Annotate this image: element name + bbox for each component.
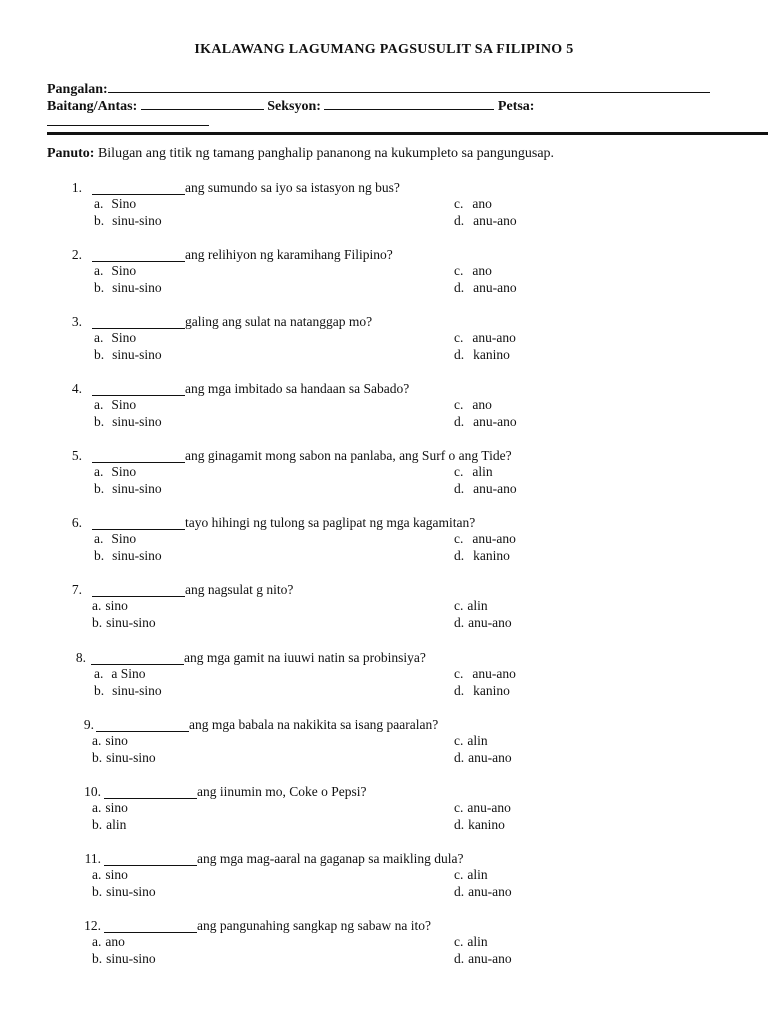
choice-text: a Sino xyxy=(111,666,146,681)
question-item xyxy=(0,381,768,441)
answer-blank[interactable] xyxy=(104,851,197,866)
choice-letter: b. xyxy=(92,817,103,832)
choice-option[interactable] xyxy=(454,934,488,950)
question-number: 11. xyxy=(84,851,101,866)
choice-text: sinu-sino xyxy=(112,213,162,228)
answer-blank[interactable] xyxy=(92,314,185,329)
answer-blank[interactable] xyxy=(92,381,185,396)
question-item xyxy=(0,180,768,240)
choice-letter: d. xyxy=(454,884,465,899)
choice-option[interactable] xyxy=(92,615,156,631)
choice-text: alin xyxy=(467,598,488,613)
choice-letter: d. xyxy=(454,213,465,228)
choice-text: Sino xyxy=(111,397,137,412)
choice-option[interactable] xyxy=(454,330,516,346)
choice-option[interactable] xyxy=(454,196,492,212)
choice-text: ano xyxy=(472,397,492,412)
choice-letter: a. xyxy=(92,867,102,882)
choice-option[interactable] xyxy=(92,867,128,883)
choice-letter: b. xyxy=(94,280,105,295)
choice-option[interactable] xyxy=(454,347,510,363)
grade-label: Baitang/Antas: xyxy=(47,99,138,114)
instructions-text: Bilugan ang titik ng tamang panghalip pananong na kukumpleto sa pangungusap. xyxy=(97,146,555,161)
choice-letter: d. xyxy=(454,615,465,630)
choice-text: anu-ano xyxy=(468,951,512,966)
choice-letter: d. xyxy=(454,280,465,295)
choice-text: ano xyxy=(105,934,125,949)
choice-option[interactable] xyxy=(94,263,136,279)
choice-option[interactable] xyxy=(92,800,128,816)
choice-letter: d. xyxy=(454,951,465,966)
question-text: galing ang sulat na natanggap mo? xyxy=(185,314,373,329)
choice-text: kanino xyxy=(473,548,510,563)
choice-text: anu-ano xyxy=(468,615,512,630)
choice-text: Sino xyxy=(111,464,137,479)
choice-letter: b. xyxy=(94,548,105,563)
choice-letter: c. xyxy=(454,531,464,546)
choice-letter: d. xyxy=(454,414,465,429)
choice-letter: d. xyxy=(454,750,465,765)
grade-blank[interactable] xyxy=(141,96,264,110)
choice-letter: c. xyxy=(454,598,464,613)
choice-letter: b. xyxy=(94,414,105,429)
choice-text: anu-ano xyxy=(468,750,512,765)
choice-text: sino xyxy=(105,867,128,882)
answer-blank[interactable] xyxy=(91,650,184,665)
question-item xyxy=(0,515,768,575)
choice-option[interactable] xyxy=(94,213,162,229)
choice-letter: c. xyxy=(454,464,464,479)
choice-letter: b. xyxy=(92,615,103,630)
question-item xyxy=(0,918,768,978)
question-text: ang mga mag-aaral na gaganap sa maikling dula? xyxy=(197,851,464,866)
choice-option[interactable] xyxy=(454,733,488,749)
choice-text: alin xyxy=(467,867,488,882)
choice-text: alin xyxy=(106,817,127,832)
question-item xyxy=(0,650,768,710)
choice-option[interactable] xyxy=(94,464,136,480)
choice-text: sinu-sino xyxy=(106,884,156,899)
question-number: 5. xyxy=(71,448,82,463)
choice-option[interactable] xyxy=(92,951,156,967)
answer-blank[interactable] xyxy=(104,918,197,933)
question-number: 12. xyxy=(84,918,101,933)
choice-text: anu-ano xyxy=(472,666,516,681)
choice-text: Sino xyxy=(111,263,137,278)
choice-text: alin xyxy=(467,733,488,748)
choice-text: anu-ano xyxy=(473,280,517,295)
choice-option[interactable] xyxy=(454,481,517,497)
choice-letter: a. xyxy=(92,598,102,613)
question-text: ang mga gamit na iuuwi natin sa probinsiya? xyxy=(184,650,426,665)
choice-text: anu-ano xyxy=(467,800,511,815)
question-text: ang relihiyon ng karamihang Filipino? xyxy=(185,247,393,262)
choice-option[interactable] xyxy=(454,800,511,816)
choice-letter: c. xyxy=(454,934,464,949)
question-number: 10. xyxy=(84,784,101,799)
choice-text: sinu-sino xyxy=(112,548,162,563)
choice-option[interactable] xyxy=(454,817,505,833)
choice-letter: d. xyxy=(454,347,465,362)
choice-text: sino xyxy=(105,733,128,748)
choice-text: alin xyxy=(472,464,493,479)
choice-text: anu-ano xyxy=(472,330,516,345)
question-item xyxy=(0,247,768,307)
question-text: ang ginagamit mong sabon na panlaba, ang Surf o ang Tide? xyxy=(185,448,512,463)
question-number: 7. xyxy=(71,582,82,597)
question-item xyxy=(0,851,768,911)
choice-letter: b. xyxy=(92,884,103,899)
date-blank[interactable] xyxy=(47,112,209,126)
choice-option[interactable] xyxy=(94,531,136,547)
choice-option[interactable] xyxy=(454,683,510,699)
question-number: 8. xyxy=(75,650,86,665)
choice-text: sino xyxy=(105,800,128,815)
choice-letter: a. xyxy=(94,464,104,479)
choice-text: Sino xyxy=(111,196,137,211)
choice-letter: a. xyxy=(92,934,102,949)
choice-option[interactable] xyxy=(454,213,517,229)
choice-letter: a. xyxy=(94,666,104,681)
choice-text: sinu-sino xyxy=(106,951,156,966)
section-label: Seksyon: xyxy=(267,99,321,114)
question-text: ang mga imbitado sa handaan sa Sabado? xyxy=(185,381,410,396)
name-label: Pangalan: xyxy=(47,82,108,97)
choice-option[interactable] xyxy=(94,414,162,430)
question-item xyxy=(0,784,768,844)
choice-option[interactable] xyxy=(94,280,162,296)
choice-letter: b. xyxy=(92,750,103,765)
answer-blank[interactable] xyxy=(104,784,197,799)
choice-letter: c. xyxy=(454,800,464,815)
choice-letter: b. xyxy=(94,683,105,698)
choice-option[interactable] xyxy=(92,598,128,614)
choice-option[interactable] xyxy=(454,666,516,682)
choice-text: anu-ano xyxy=(473,213,517,228)
choice-letter: a. xyxy=(94,196,104,211)
choice-text: sinu-sino xyxy=(106,615,156,630)
choice-text: sino xyxy=(105,598,128,613)
question-number: 6. xyxy=(71,515,82,530)
header-divider xyxy=(47,132,768,135)
choice-option[interactable] xyxy=(92,817,126,833)
choice-letter: d. xyxy=(454,683,465,698)
choice-text: alin xyxy=(467,934,488,949)
choice-option[interactable] xyxy=(94,330,136,346)
choice-letter: b. xyxy=(94,213,105,228)
choice-option[interactable] xyxy=(94,481,162,497)
choice-text: kanino xyxy=(473,347,510,362)
choice-option[interactable] xyxy=(92,934,125,950)
choice-option[interactable] xyxy=(94,397,136,413)
choice-option[interactable] xyxy=(94,347,162,363)
choice-text: anu-ano xyxy=(468,884,512,899)
choice-letter: c. xyxy=(454,867,464,882)
choice-option[interactable] xyxy=(94,666,146,682)
choice-option[interactable] xyxy=(454,615,512,631)
section-blank[interactable] xyxy=(324,96,494,110)
choice-letter: c. xyxy=(454,196,464,211)
choice-option[interactable] xyxy=(94,548,162,564)
question-text: ang mga babala na nakikita sa isang paaralan? xyxy=(189,717,439,732)
choice-letter: a. xyxy=(94,263,104,278)
name-blank[interactable] xyxy=(108,79,710,93)
choice-text: sinu-sino xyxy=(112,280,162,295)
answer-blank[interactable] xyxy=(92,448,185,463)
answer-blank[interactable] xyxy=(92,515,185,530)
choice-letter: a. xyxy=(92,733,102,748)
choice-text: anu-ano xyxy=(473,481,517,496)
date-field xyxy=(47,112,209,131)
choice-text: sinu-sino xyxy=(112,481,162,496)
choice-letter: c. xyxy=(454,330,464,345)
question-text: ang pangunahing sangkap ng sabaw na ito? xyxy=(197,918,431,933)
choice-letter: d. xyxy=(454,548,465,563)
choice-letter: d. xyxy=(454,817,465,832)
choice-text: Sino xyxy=(111,531,137,546)
choice-text: kanino xyxy=(473,683,510,698)
choice-option[interactable] xyxy=(454,951,512,967)
date-label: Petsa: xyxy=(497,99,535,114)
choice-text: sinu-sino xyxy=(112,414,162,429)
question-text: tayo hihingi ng tulong sa paglipat ng mga kagamitan? xyxy=(185,515,476,530)
choice-text: sinu-sino xyxy=(112,347,162,362)
question-text: ang nagsulat g nito? xyxy=(185,582,294,597)
choice-text: ano xyxy=(472,263,492,278)
answer-blank[interactable] xyxy=(96,717,189,732)
choice-letter: c. xyxy=(454,397,464,412)
choice-letter: b. xyxy=(94,347,105,362)
choice-letter: d. xyxy=(454,481,465,496)
choice-option[interactable] xyxy=(454,867,488,883)
choice-option[interactable] xyxy=(454,598,488,614)
choice-text: anu-ano xyxy=(472,531,516,546)
choice-text: ano xyxy=(472,196,492,211)
question-text: ang iinumin mo, Coke o Pepsi? xyxy=(197,784,367,799)
choice-text: Sino xyxy=(111,330,137,345)
question-number: 2. xyxy=(71,247,82,262)
choice-option[interactable] xyxy=(92,884,156,900)
choice-option[interactable] xyxy=(454,531,516,547)
choice-letter: a. xyxy=(92,800,102,815)
choice-option[interactable] xyxy=(454,280,517,296)
choice-letter: a. xyxy=(94,397,104,412)
choice-option[interactable] xyxy=(94,683,162,699)
choice-option[interactable] xyxy=(94,196,136,212)
question-number: 3. xyxy=(71,314,82,329)
question-number: 4. xyxy=(71,381,82,396)
page-title: IKALAWANG LAGUMANG PAGSUSULIT SA FILIPINO 5 xyxy=(194,42,574,57)
answer-blank[interactable] xyxy=(92,582,185,597)
instructions xyxy=(47,146,554,162)
choice-option[interactable] xyxy=(454,884,512,900)
choice-option[interactable] xyxy=(454,397,492,413)
answer-blank[interactable] xyxy=(92,180,185,195)
question-item xyxy=(0,582,768,642)
choice-letter: c. xyxy=(454,666,464,681)
choice-text: sinu-sino xyxy=(106,750,156,765)
instructions-label: Panuto: xyxy=(47,146,95,161)
choice-letter: c. xyxy=(454,263,464,278)
choice-letter: b. xyxy=(92,951,103,966)
choice-option[interactable] xyxy=(454,263,492,279)
choice-option[interactable] xyxy=(454,414,517,430)
choice-letter: c. xyxy=(454,733,464,748)
question-item xyxy=(0,448,768,508)
choice-option[interactable] xyxy=(92,733,128,749)
choice-option[interactable] xyxy=(454,548,510,564)
question-text: ang sumundo sa iyo sa istasyon ng bus? xyxy=(185,180,400,195)
choice-option[interactable] xyxy=(454,464,493,480)
choice-text: sinu-sino xyxy=(112,683,162,698)
choice-option[interactable] xyxy=(454,750,512,766)
question-item xyxy=(0,717,768,777)
choice-text: kanino xyxy=(468,817,505,832)
choice-letter: a. xyxy=(94,330,104,345)
question-number: 9. xyxy=(83,717,94,732)
choice-option[interactable] xyxy=(92,750,156,766)
choice-text: anu-ano xyxy=(473,414,517,429)
question-number: 1. xyxy=(71,180,82,195)
choice-letter: b. xyxy=(94,481,105,496)
choice-letter: a. xyxy=(94,531,104,546)
question-item xyxy=(0,314,768,374)
answer-blank[interactable] xyxy=(92,247,185,262)
